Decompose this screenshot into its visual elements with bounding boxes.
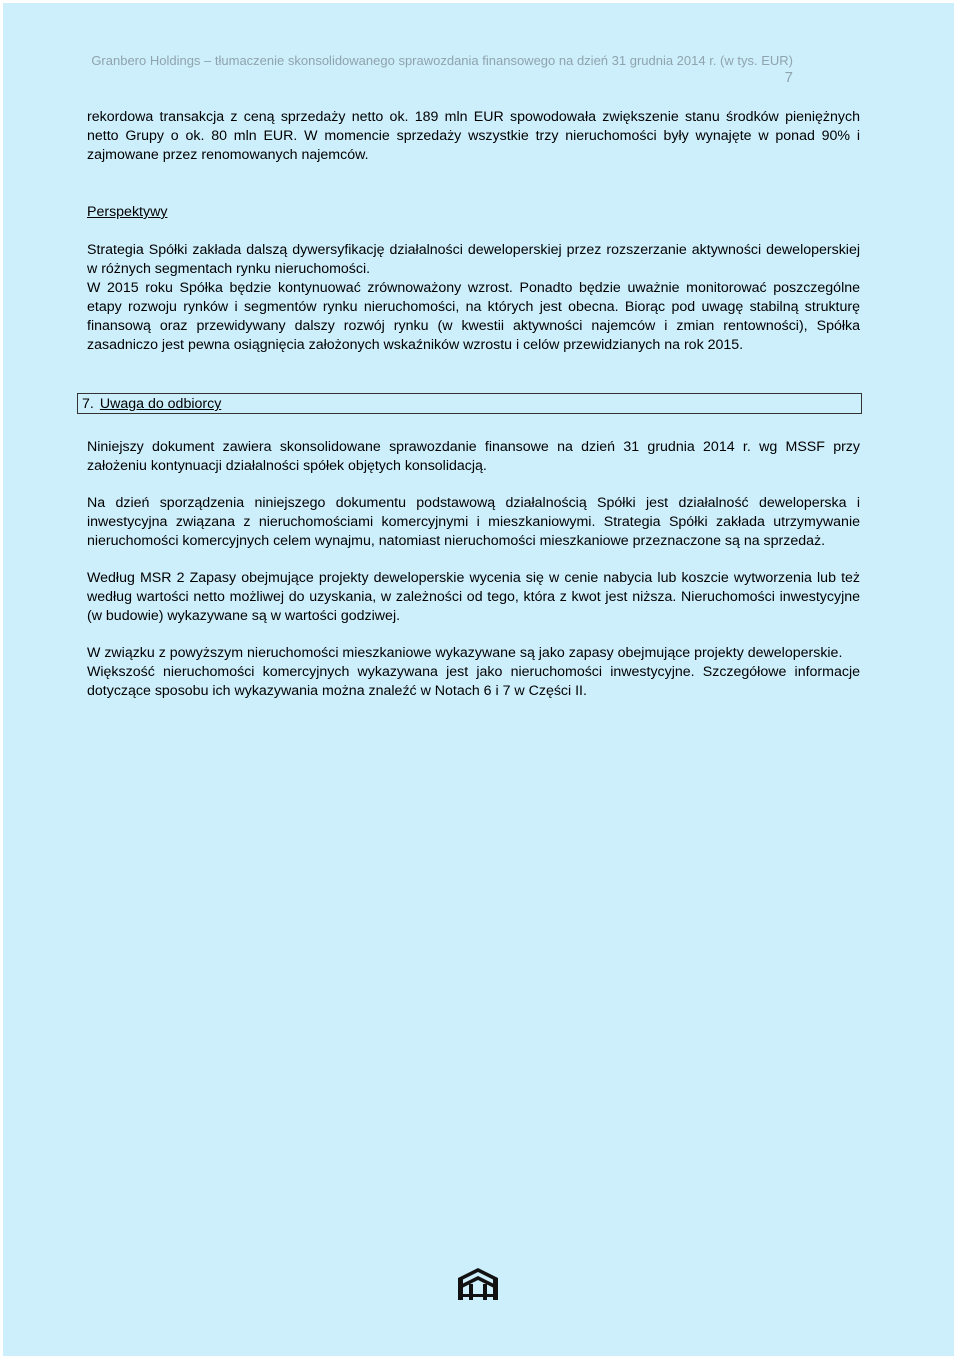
section-title: Uwaga do odbiorcy <box>99 396 222 412</box>
section-7-paragraph-4: W związku z powyższym nieruchomości mieszkaniowe wykazywane są jako zapasy obejmujące projekty deweloperskie. <box>87 645 843 661</box>
section-number: 7. <box>82 396 94 412</box>
document-page <box>3 3 954 1356</box>
intro-paragraph: rekordowa transakcja z ceną sprzedaży netto ok. 189 mln EUR spowodowała zwiększenie stanu środków pieniężnych netto Grupy o ok. 80 mln EUR. W momencie sprzedaży wszystkie trzy nieruchomości były wynajęte w ponad 90% i zajmowane przez renomowanych najemców. <box>87 109 860 163</box>
document-body <box>82 108 860 701</box>
company-logo-icon <box>454 1266 502 1300</box>
page-number: 7 <box>784 69 793 86</box>
section-7-paragraph-2: Na dzień sporządzenia niniejszego dokumentu podstawową działalnością Spółki jest działalność deweloperska i inwestycyjna związana z nieruchomościami komercyjnymi i mieszkaniowymi. Strategia Spółki zakłada utrzymywanie nieruchomości komercyjnych celem wynajmu, natomiast nieruchomości mieszkaniowe przeznaczone są na sprzedaż. <box>87 495 860 549</box>
section-7-paragraph-5: Większość nieruchomości komercyjnych wykazywana jest jako nieruchomości inwestycyjne. Szczegółowe informacje dotyczące sposobu ich wykazywania można znaleźć w Notach 6 i 7 w Części II. <box>87 664 860 699</box>
section-7-paragraph-1: Niniejszy dokument zawiera skonsolidowane sprawozdanie finansowe na dzień 31 grudnia 2014 r. wg MSSF przy założeniu kontynuacji działalności spółek objętych konsolidacją. <box>87 439 860 474</box>
perspektywy-paragraph-1: Strategia Spółki zakłada dalszą dywersyfikację działalności deweloperskiej przez rozszerzanie aktywności deweloperskiej w różnych segmentach rynku nieruchomości. <box>87 242 860 277</box>
running-header: Granbero Holdings – tłumaczenie skonsolidowanego sprawozdania finansowego na dzień 31 grudnia 2014 r. (w tys. EUR) <box>91 53 793 68</box>
perspektywy-paragraph-2: W 2015 roku Spółka będzie kontynuować zrównoważony wzrost. Ponadto będzie uważnie monitorować poszczególne etapy rozwoju rynków i segmentów rynku nieruchomości, na których jest obecna. Biorąc pod uwagę stabilną strukturę finansową oraz przewidywany dalszy rozwój rynku (w kwestii aktywności najemców i zmian rentowności), Spółka zasadniczo jest pewna osiągnięcia założonych wskaźników wzrostu i celów przewidzianych na rok 2015. <box>87 280 860 353</box>
perspektywy-heading: Perspektywy <box>87 204 168 220</box>
section-7-heading <box>77 393 862 414</box>
section-7-paragraph-3: Według MSR 2 Zapasy obejmujące projekty deweloperskie wycenia się w cenie nabycia lub koszcie wytworzenia lub też według wartości netto możliwej do uzyskania, w zależności od tego, która z kwot jest niższa. Nieruchomości inwestycyjne (w budowie) wykazywane są w wartości godziwej. <box>87 570 860 624</box>
